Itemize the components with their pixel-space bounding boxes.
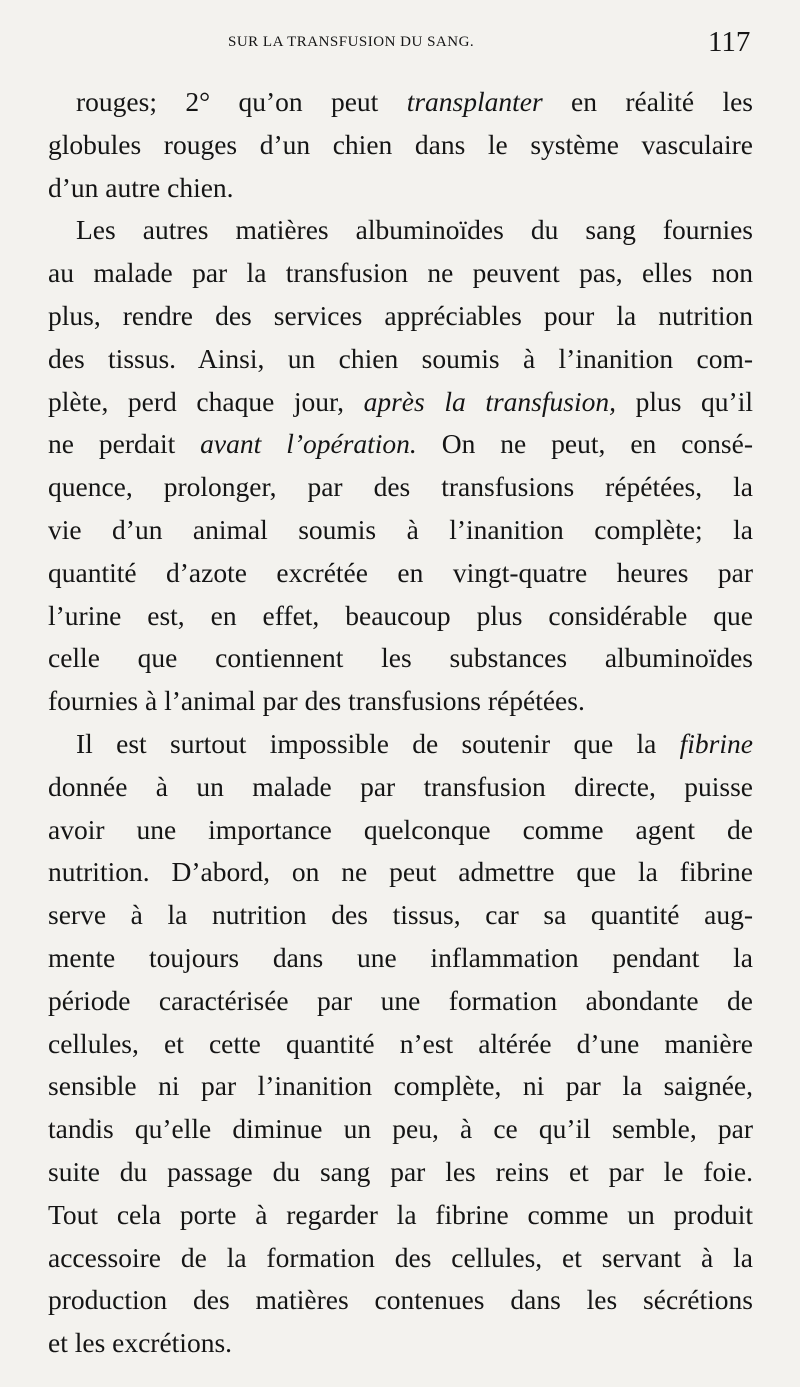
- text-line: [48, 295, 753, 338]
- text-line: [48, 1023, 753, 1066]
- text-line: [48, 1108, 753, 1151]
- text-run: au malade par la transfusion ne peuvent pas, elles non: [48, 257, 753, 289]
- text-run: et les excrétions.: [48, 1327, 233, 1359]
- text-run: accessoire de la formation des cellules, et servant à la: [48, 1241, 753, 1273]
- paragraph-1: [48, 81, 753, 209]
- text-run: sensible ni par l’inanition complète, ni par la saignée,: [48, 1070, 753, 1102]
- text-run: période caractérisée par une formation abondante de: [48, 984, 753, 1016]
- text-line: [48, 124, 753, 167]
- text-run: en réalité les: [542, 86, 753, 117]
- text-line: [48, 1237, 753, 1280]
- text-line: [48, 809, 753, 852]
- text-line: [48, 338, 753, 381]
- text-line: [48, 894, 753, 937]
- text-run: l’urine est, en effet, beaucoup plus considérable que: [48, 599, 753, 631]
- text-line: [48, 509, 753, 552]
- text-run: avoir une importance quelconque comme agent de: [48, 813, 753, 845]
- text-run: suite du passage du sang par les reins et par le foie.: [48, 1155, 753, 1187]
- text-line: [48, 1279, 753, 1322]
- text-run: vie d’un animal soumis à l’inanition complète; la: [48, 513, 753, 545]
- text-line: [48, 1322, 753, 1365]
- text-run: serve à la nutrition des tissus, car sa quantité aug-: [48, 899, 753, 931]
- text-line: [48, 552, 753, 595]
- text-run: Il est surtout impossible de soutenir que la: [76, 727, 680, 759]
- text-line: [48, 209, 753, 252]
- page-number: 117: [708, 26, 751, 58]
- text-line: [48, 423, 753, 466]
- text-line: [48, 851, 753, 894]
- text-run: des tissus. Ainsi, un chien soumis à l’inanition com-: [48, 342, 753, 374]
- text-line: [48, 595, 753, 638]
- italic-text: fibrine: [679, 727, 753, 759]
- text-line: [48, 381, 753, 424]
- text-line: [48, 1151, 753, 1194]
- text-line: [48, 252, 753, 295]
- text-run: fournies à l’animal par des transfusions répétées.: [48, 685, 585, 717]
- running-head: SUR LA TRANSFUSION DU SANG.: [228, 34, 475, 50]
- text-run: plète, perd chaque jour,: [48, 385, 364, 417]
- text-run: globules rouges d’un chien dans le système vasculaire: [48, 128, 753, 160]
- text-run: production des matières contenues dans les sécrétions: [48, 1284, 753, 1316]
- text-run: On ne peut, en consé-: [416, 428, 753, 460]
- body-text: [48, 81, 753, 1365]
- text-line: [48, 637, 753, 680]
- text-run: ne perdait: [48, 428, 201, 460]
- text-line: [48, 1065, 753, 1108]
- text-run: plus qu’il: [615, 385, 753, 417]
- text-run: Les autres matières albuminoïdes du sang fournies: [76, 214, 753, 246]
- text-line: [48, 1194, 753, 1237]
- paragraph-2: [48, 209, 753, 723]
- text-line: [48, 81, 753, 124]
- text-line: [48, 766, 753, 809]
- text-run: donnée à un malade par transfusion directe, puisse: [48, 770, 753, 802]
- italic-text: après la transfusion,: [363, 385, 616, 417]
- paragraph-3: [48, 723, 753, 1365]
- text-run: tandis qu’elle diminue un peu, à ce qu’il semble, par: [48, 1113, 753, 1145]
- text-line: [48, 466, 753, 509]
- text-line: [48, 723, 753, 766]
- text-run: quantité d’azote excrétée en vingt-quatre heures par: [48, 556, 753, 588]
- page-header: [0, 22, 800, 62]
- text-run: nutrition. D’abord, on ne peut admettre que la fibrine: [48, 856, 753, 888]
- text-run: cellules, et cette quantité n’est altérée d’une manière: [48, 1027, 753, 1059]
- text-run: mente toujours dans une inflammation pendant la: [48, 941, 753, 973]
- text-run: Tout cela porte à regarder la fibrine comme un produit: [48, 1198, 753, 1230]
- text-line: [48, 980, 753, 1023]
- text-line: [48, 680, 753, 723]
- italic-text: transplanter: [406, 86, 543, 117]
- text-run: celle que contiennent les substances albuminoïdes: [48, 642, 753, 674]
- text-run: quence, prolonger, par des transfusions répétées, la: [48, 471, 753, 503]
- text-run: d’un autre chien.: [48, 171, 234, 203]
- text-line: [48, 167, 753, 210]
- text-run: plus, rendre des services appréciables pour la nutrition: [48, 299, 753, 331]
- text-run: rouges; 2° qu’on peut: [76, 86, 407, 117]
- text-line: [48, 937, 753, 980]
- italic-text: avant l’opération.: [200, 428, 417, 460]
